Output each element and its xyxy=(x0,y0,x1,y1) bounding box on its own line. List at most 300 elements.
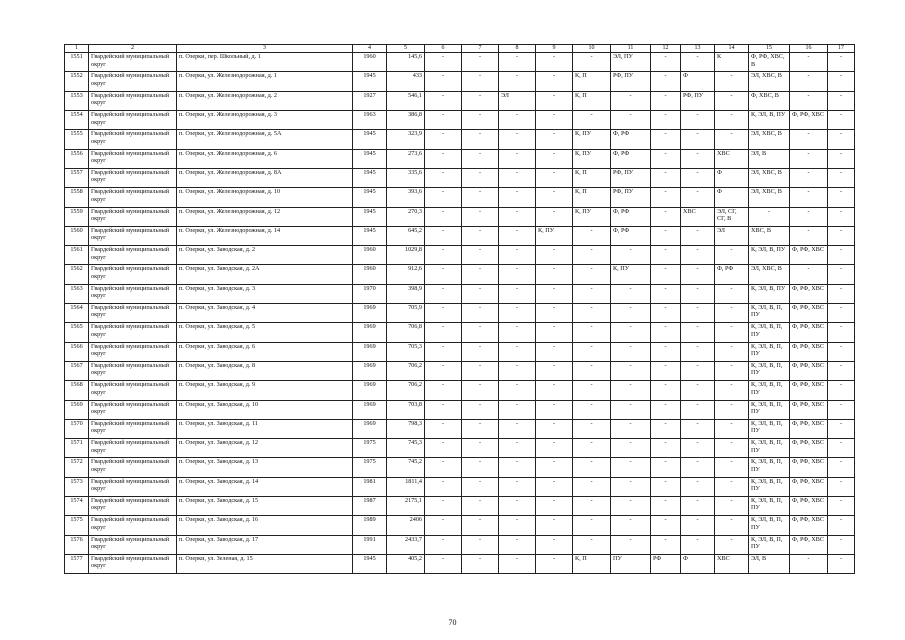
table-cell: ЭЛ, В xyxy=(749,554,790,573)
table-cell: - xyxy=(611,361,651,380)
table-cell: - xyxy=(462,400,499,419)
table-row xyxy=(65,72,855,91)
table-cell: - xyxy=(828,516,855,535)
table-cell: - xyxy=(715,400,749,419)
table-cell: - xyxy=(611,381,651,400)
table-cell: - xyxy=(611,111,651,130)
table-cell: - xyxy=(651,439,681,458)
table-cell: Гвардейский муниципальный округ xyxy=(89,265,177,284)
table-cell: К, ЭЛ, В, ПУ xyxy=(749,246,790,265)
table-cell: 273,6 xyxy=(387,149,425,168)
table-cell: - xyxy=(651,188,681,207)
table-cell: 2175,1 xyxy=(387,497,425,516)
table-cell: - xyxy=(828,419,855,438)
table-cell: - xyxy=(499,130,536,149)
table-cell: - xyxy=(425,497,462,516)
table-cell: - xyxy=(681,516,715,535)
table-cell: - xyxy=(828,400,855,419)
table-cell: К, ЭЛ, В, П, ПУ xyxy=(749,458,790,477)
table-cell: 1975 xyxy=(353,458,387,477)
table-cell: 1571 xyxy=(65,439,89,458)
table-cell: - xyxy=(499,419,536,438)
table-cell: - xyxy=(573,323,611,342)
table-cell: ЭЛ xyxy=(715,226,749,245)
table-cell: п. Озерки, ул. Железнодорожная, д. 10 xyxy=(177,188,353,207)
table-cell: - xyxy=(790,554,828,573)
table-cell: 2406 xyxy=(387,516,425,535)
table-cell: - xyxy=(715,497,749,516)
table-cell: - xyxy=(499,226,536,245)
table-cell: Ф, РФ, ХВС xyxy=(790,419,828,438)
table-cell: - xyxy=(790,188,828,207)
table-cell: - xyxy=(828,72,855,91)
table-cell: - xyxy=(651,72,681,91)
table-cell: - xyxy=(790,53,828,72)
table-cell: - xyxy=(462,516,499,535)
table-cell: 1569 xyxy=(65,400,89,419)
table-cell: Ф, РФ xyxy=(611,226,651,245)
table-cell: - xyxy=(681,111,715,130)
table-cell: п. Озерки, ул. Заводская, д. 10 xyxy=(177,400,353,419)
table-cell: Ф, РФ, ХВС xyxy=(790,516,828,535)
table-cell: п. Озерки, пер. Школьный, д. 1 xyxy=(177,53,353,72)
table-cell: п. Озерки, ул. Заводская, д. 8 xyxy=(177,361,353,380)
table-cell: ЭЛ, СГ, СГ, В xyxy=(715,207,749,226)
table-cell: К, ЭЛ, В, П, ПУ xyxy=(749,497,790,516)
table-cell: - xyxy=(499,477,536,496)
table-cell: п. Озерки, ул. Заводская, д. 2 xyxy=(177,246,353,265)
table-cell: - xyxy=(828,149,855,168)
table-cell: - xyxy=(536,400,573,419)
table-cell: ХВС xyxy=(715,554,749,573)
table-cell: - xyxy=(681,381,715,400)
table-cell: - xyxy=(651,458,681,477)
table-row xyxy=(65,361,855,380)
table-cell: 335,6 xyxy=(387,168,425,187)
table-cell: - xyxy=(611,246,651,265)
table-cell: К, ЭЛ, В, П, ПУ xyxy=(749,361,790,380)
table-cell: - xyxy=(749,207,790,226)
table-cell: п. Озерки, ул. Железнодорожная, д. 2 xyxy=(177,91,353,110)
table-cell: Гвардейский муниципальный округ xyxy=(89,246,177,265)
table-cell: - xyxy=(425,265,462,284)
table-cell: Ф, РФ xyxy=(611,130,651,149)
table-cell: Гвардейский муниципальный округ xyxy=(89,53,177,72)
table-cell: - xyxy=(536,439,573,458)
table-cell: - xyxy=(425,149,462,168)
table-cell: - xyxy=(462,207,499,226)
table-cell: - xyxy=(715,284,749,303)
table-cell: РФ, ПУ xyxy=(611,168,651,187)
table-cell: Ф xyxy=(681,72,715,91)
table-cell: - xyxy=(499,246,536,265)
page-number: 70 xyxy=(448,618,457,627)
table-cell: 1570 xyxy=(65,419,89,438)
table-cell: - xyxy=(715,323,749,342)
table-cell: - xyxy=(611,458,651,477)
table-cell: - xyxy=(573,304,611,323)
table-cell: - xyxy=(462,361,499,380)
table-cell: 1558 xyxy=(65,188,89,207)
table-cell: 1552 xyxy=(65,72,89,91)
table-cell: - xyxy=(651,226,681,245)
table-cell: Ф, РФ, ХВС xyxy=(790,535,828,554)
table-cell: 798,3 xyxy=(387,419,425,438)
table-cell: - xyxy=(828,458,855,477)
table-cell: - xyxy=(681,284,715,303)
table-cell: 1945 xyxy=(353,149,387,168)
table-row xyxy=(65,554,855,573)
table-cell: Гвардейский муниципальный округ xyxy=(89,477,177,496)
table-cell: 546,1 xyxy=(387,91,425,110)
table-cell: - xyxy=(790,207,828,226)
table-cell: - xyxy=(611,304,651,323)
table-row xyxy=(65,149,855,168)
table-cell: - xyxy=(651,497,681,516)
table-cell: - xyxy=(462,477,499,496)
column-header: 6 xyxy=(425,45,462,53)
table-cell: К, ЭЛ, В, П, ПУ xyxy=(749,535,790,554)
table-cell: 1561 xyxy=(65,246,89,265)
table-cell: - xyxy=(462,342,499,361)
table-cell: - xyxy=(536,207,573,226)
table-cell: - xyxy=(715,477,749,496)
table-cell: - xyxy=(536,168,573,187)
table-cell: Гвардейский муниципальный округ xyxy=(89,304,177,323)
table-cell: п. Озерки, ул. Железнодорожная, д. 3 xyxy=(177,111,353,130)
table-cell: - xyxy=(425,72,462,91)
table-cell: 1969 xyxy=(353,400,387,419)
column-header: 5 xyxy=(387,45,425,53)
column-header: 11 xyxy=(611,45,651,53)
table-cell: п. Озерки, ул. Заводская, д. 5 xyxy=(177,323,353,342)
table-cell: - xyxy=(611,477,651,496)
table-cell: - xyxy=(536,149,573,168)
table-cell: - xyxy=(715,419,749,438)
table-cell: - xyxy=(828,284,855,303)
table-cell: п. Озерки, ул. Заводская, д. 2А xyxy=(177,265,353,284)
table-cell: - xyxy=(651,168,681,187)
table-cell: - xyxy=(573,53,611,72)
table-cell: 1567 xyxy=(65,361,89,380)
table-cell: - xyxy=(715,516,749,535)
table-cell: К, ЭЛ, В, П, ПУ xyxy=(749,304,790,323)
table-cell: п. Озерки, ул. Заводская, д. 16 xyxy=(177,516,353,535)
column-header: 17 xyxy=(828,45,855,53)
table-cell: К, ПУ xyxy=(573,207,611,226)
table-cell: 1577 xyxy=(65,554,89,573)
table-cell: п. Озерки, ул. Железнодорожная, д. 1 xyxy=(177,72,353,91)
table-cell: 1029,8 xyxy=(387,246,425,265)
table-cell: ЭЛ, В xyxy=(749,149,790,168)
column-header: 14 xyxy=(715,45,749,53)
table-cell: - xyxy=(499,284,536,303)
table-row xyxy=(65,458,855,477)
table-cell: - xyxy=(425,111,462,130)
table-cell: - xyxy=(651,53,681,72)
table-cell: - xyxy=(715,381,749,400)
table-cell: - xyxy=(681,304,715,323)
table-cell: п. Озерки, ул. Заводская, д. 15 xyxy=(177,497,353,516)
table-cell: - xyxy=(462,168,499,187)
table-cell: 705,3 xyxy=(387,342,425,361)
table-cell: 1566 xyxy=(65,342,89,361)
table-cell: - xyxy=(536,91,573,110)
column-header: 13 xyxy=(681,45,715,53)
table-cell: К xyxy=(715,53,749,72)
table-cell: - xyxy=(651,246,681,265)
table-cell: К, ЭЛ, В, П, ПУ xyxy=(749,381,790,400)
table-cell: 703,8 xyxy=(387,400,425,419)
table-cell: К, ЭЛ, В, П, ПУ xyxy=(749,477,790,496)
table-cell: 1553 xyxy=(65,91,89,110)
table-cell: - xyxy=(651,91,681,110)
table-cell: Гвардейский муниципальный округ xyxy=(89,91,177,110)
table-cell: К, П xyxy=(573,168,611,187)
table-cell: 1568 xyxy=(65,381,89,400)
table-cell: - xyxy=(681,361,715,380)
table-cell: - xyxy=(651,265,681,284)
table-cell: - xyxy=(790,91,828,110)
table-row xyxy=(65,304,855,323)
table-cell: Гвардейский муниципальный округ xyxy=(89,554,177,573)
table-cell: п. Озерки, ул. Заводская, д. 3 xyxy=(177,284,353,303)
table-cell: - xyxy=(425,284,462,303)
table-cell: - xyxy=(828,477,855,496)
table-cell: Ф, РФ xyxy=(715,265,749,284)
table-cell: п. Озерки, ул. Заводская, д. 4 xyxy=(177,304,353,323)
table-cell: - xyxy=(681,168,715,187)
table-row xyxy=(65,130,855,149)
table-row xyxy=(65,419,855,438)
table-cell: - xyxy=(499,323,536,342)
table-cell: - xyxy=(573,477,611,496)
table-cell: К, ЭЛ, В, П, ПУ xyxy=(749,516,790,535)
table-cell: - xyxy=(462,91,499,110)
table-cell: - xyxy=(681,477,715,496)
table-cell: К, ЭЛ, В, П, ПУ xyxy=(749,419,790,438)
column-header: 10 xyxy=(573,45,611,53)
table-cell: - xyxy=(681,535,715,554)
table-cell: - xyxy=(499,554,536,573)
table-cell: п. Озерки, ул. Железнодорожная, д. 5А xyxy=(177,130,353,149)
table-cell: - xyxy=(536,188,573,207)
table-cell: 1975 xyxy=(353,439,387,458)
table-cell: - xyxy=(790,130,828,149)
table-cell: - xyxy=(462,226,499,245)
register-table xyxy=(64,44,855,574)
table-cell: Гвардейский муниципальный округ xyxy=(89,111,177,130)
table-cell: 1960 xyxy=(353,246,387,265)
table-cell: - xyxy=(681,53,715,72)
table-cell: - xyxy=(828,554,855,573)
table-cell: - xyxy=(536,535,573,554)
table-cell: - xyxy=(573,516,611,535)
table-cell: - xyxy=(536,72,573,91)
table-cell: - xyxy=(536,130,573,149)
table-cell: - xyxy=(715,535,749,554)
table-cell: п. Озерки, ул. Заводская, д. 17 xyxy=(177,535,353,554)
table-cell: 1969 xyxy=(353,342,387,361)
table-cell: - xyxy=(715,130,749,149)
table-cell: 1969 xyxy=(353,381,387,400)
table-cell: Гвардейский муниципальный округ xyxy=(89,458,177,477)
table-cell: п. Озерки, ул. Железнодорожная, д. 6 xyxy=(177,149,353,168)
table-cell: - xyxy=(681,439,715,458)
table-cell: - xyxy=(651,207,681,226)
table-row xyxy=(65,342,855,361)
table-cell: п. Озерки, ул. Заводская, д. 9 xyxy=(177,381,353,400)
table-cell: 706,2 xyxy=(387,361,425,380)
table-cell: - xyxy=(790,72,828,91)
table-cell: - xyxy=(790,168,828,187)
table-cell: Ф, РФ, ХВС xyxy=(790,111,828,130)
table-cell: - xyxy=(425,207,462,226)
table-cell: 1575 xyxy=(65,516,89,535)
table-cell: - xyxy=(499,361,536,380)
table-cell: Гвардейский муниципальный округ xyxy=(89,130,177,149)
table-cell: - xyxy=(499,458,536,477)
table-cell: ЭЛ xyxy=(499,91,536,110)
table-cell: п. Озерки, ул. Железнодорожная, д. 12 xyxy=(177,207,353,226)
table-cell: - xyxy=(425,535,462,554)
table-cell: Гвардейский муниципальный округ xyxy=(89,419,177,438)
table-cell: Гвардейский муниципальный округ xyxy=(89,323,177,342)
column-header: 15 xyxy=(749,45,790,53)
table-cell: - xyxy=(681,458,715,477)
table-cell: РФ, ПУ xyxy=(611,72,651,91)
table-cell: ХВС xyxy=(715,149,749,168)
table-cell: - xyxy=(651,342,681,361)
table-cell: - xyxy=(536,516,573,535)
table-cell: 1576 xyxy=(65,535,89,554)
table-cell: 912,6 xyxy=(387,265,425,284)
column-header: 2 xyxy=(89,45,177,53)
table-row xyxy=(65,323,855,342)
table-cell: 706,8 xyxy=(387,323,425,342)
table-cell: п. Озерки, ул. Железнодорожная, д. 14 xyxy=(177,226,353,245)
column-header: 8 xyxy=(499,45,536,53)
table-cell: - xyxy=(611,497,651,516)
table-cell: Гвардейский муниципальный округ xyxy=(89,361,177,380)
table-cell: - xyxy=(536,323,573,342)
table-cell: - xyxy=(536,458,573,477)
table-cell: - xyxy=(651,419,681,438)
table-cell: ЭЛ, ХВС, В xyxy=(749,188,790,207)
table-cell: 1563 xyxy=(65,284,89,303)
table-cell: - xyxy=(828,535,855,554)
table-cell: - xyxy=(462,246,499,265)
table-cell: К, ПУ xyxy=(573,130,611,149)
table-cell: - xyxy=(681,265,715,284)
table-cell: - xyxy=(828,323,855,342)
table-cell: - xyxy=(573,497,611,516)
table-cell: - xyxy=(651,304,681,323)
table-cell: - xyxy=(681,188,715,207)
table-cell: - xyxy=(828,226,855,245)
table-cell: - xyxy=(573,535,611,554)
table-cell: Ф, РФ, ХВС xyxy=(790,458,828,477)
table-cell: 1970 xyxy=(353,284,387,303)
table-cell: 1574 xyxy=(65,497,89,516)
table-cell: 1945 xyxy=(353,72,387,91)
table-cell: - xyxy=(536,342,573,361)
table-cell: Ф, РФ, ХВС xyxy=(790,439,828,458)
table-cell: - xyxy=(536,265,573,284)
table-cell: - xyxy=(651,323,681,342)
table-cell: п. Озерки, ул. Заводская, д. 13 xyxy=(177,458,353,477)
table-cell: 1572 xyxy=(65,458,89,477)
table-cell: - xyxy=(651,477,681,496)
table-cell: - xyxy=(462,535,499,554)
table-cell: ЭЛ, ПУ xyxy=(611,53,651,72)
table-cell: - xyxy=(611,91,651,110)
table-cell: - xyxy=(573,226,611,245)
table-cell: ЭЛ, ХВС, В xyxy=(749,265,790,284)
table-cell: - xyxy=(828,342,855,361)
table-cell: - xyxy=(425,419,462,438)
column-header: 16 xyxy=(790,45,828,53)
table-cell: ЭЛ, ХВС, В xyxy=(749,72,790,91)
table-cell: К, ЭЛ, В, П, ПУ xyxy=(749,439,790,458)
table-cell: п. Озерки, ул. Заводская, д. 14 xyxy=(177,477,353,496)
table-cell: 706,2 xyxy=(387,381,425,400)
table-cell: 1573 xyxy=(65,477,89,496)
table-cell: Ф xyxy=(681,554,715,573)
table-cell: 1811,4 xyxy=(387,477,425,496)
table-cell: К, ЭЛ, В, П, ПУ xyxy=(749,342,790,361)
table-cell: 1560 xyxy=(65,226,89,245)
table-cell: - xyxy=(462,304,499,323)
table-cell: - xyxy=(790,226,828,245)
table-cell: 405,2 xyxy=(387,554,425,573)
table-cell: - xyxy=(611,419,651,438)
table-cell: 1555 xyxy=(65,130,89,149)
table-cell: Ф xyxy=(715,168,749,187)
table-cell: Ф, РФ, ХВС xyxy=(790,497,828,516)
table-cell: 1945 xyxy=(353,188,387,207)
table-cell: - xyxy=(611,284,651,303)
table-row xyxy=(65,91,855,110)
table-cell: 1960 xyxy=(353,265,387,284)
table-cell: 1562 xyxy=(65,265,89,284)
table-cell: - xyxy=(462,419,499,438)
table-cell: Гвардейский муниципальный округ xyxy=(89,516,177,535)
table-cell: - xyxy=(499,381,536,400)
table-cell: - xyxy=(425,458,462,477)
table-cell: - xyxy=(611,535,651,554)
table-cell: - xyxy=(536,419,573,438)
table-cell: - xyxy=(651,284,681,303)
table-cell: - xyxy=(425,53,462,72)
table-cell: К, П xyxy=(573,72,611,91)
table-cell: Ф, РФ, ХВС xyxy=(790,246,828,265)
table-cell: - xyxy=(462,497,499,516)
table-cell: - xyxy=(462,439,499,458)
table-cell: Гвардейский муниципальный округ xyxy=(89,381,177,400)
table-cell: 1556 xyxy=(65,149,89,168)
table-cell: К, ЭЛ, В, ПУ xyxy=(749,284,790,303)
table-cell: РФ, ПУ xyxy=(611,188,651,207)
table-cell: - xyxy=(462,53,499,72)
table-row xyxy=(65,207,855,226)
table-cell: К, ПУ xyxy=(573,149,611,168)
table-cell: - xyxy=(573,400,611,419)
table-cell: Гвардейский муниципальный округ xyxy=(89,535,177,554)
table-cell: - xyxy=(828,439,855,458)
table-cell: 1945 xyxy=(353,168,387,187)
table-cell: - xyxy=(499,265,536,284)
